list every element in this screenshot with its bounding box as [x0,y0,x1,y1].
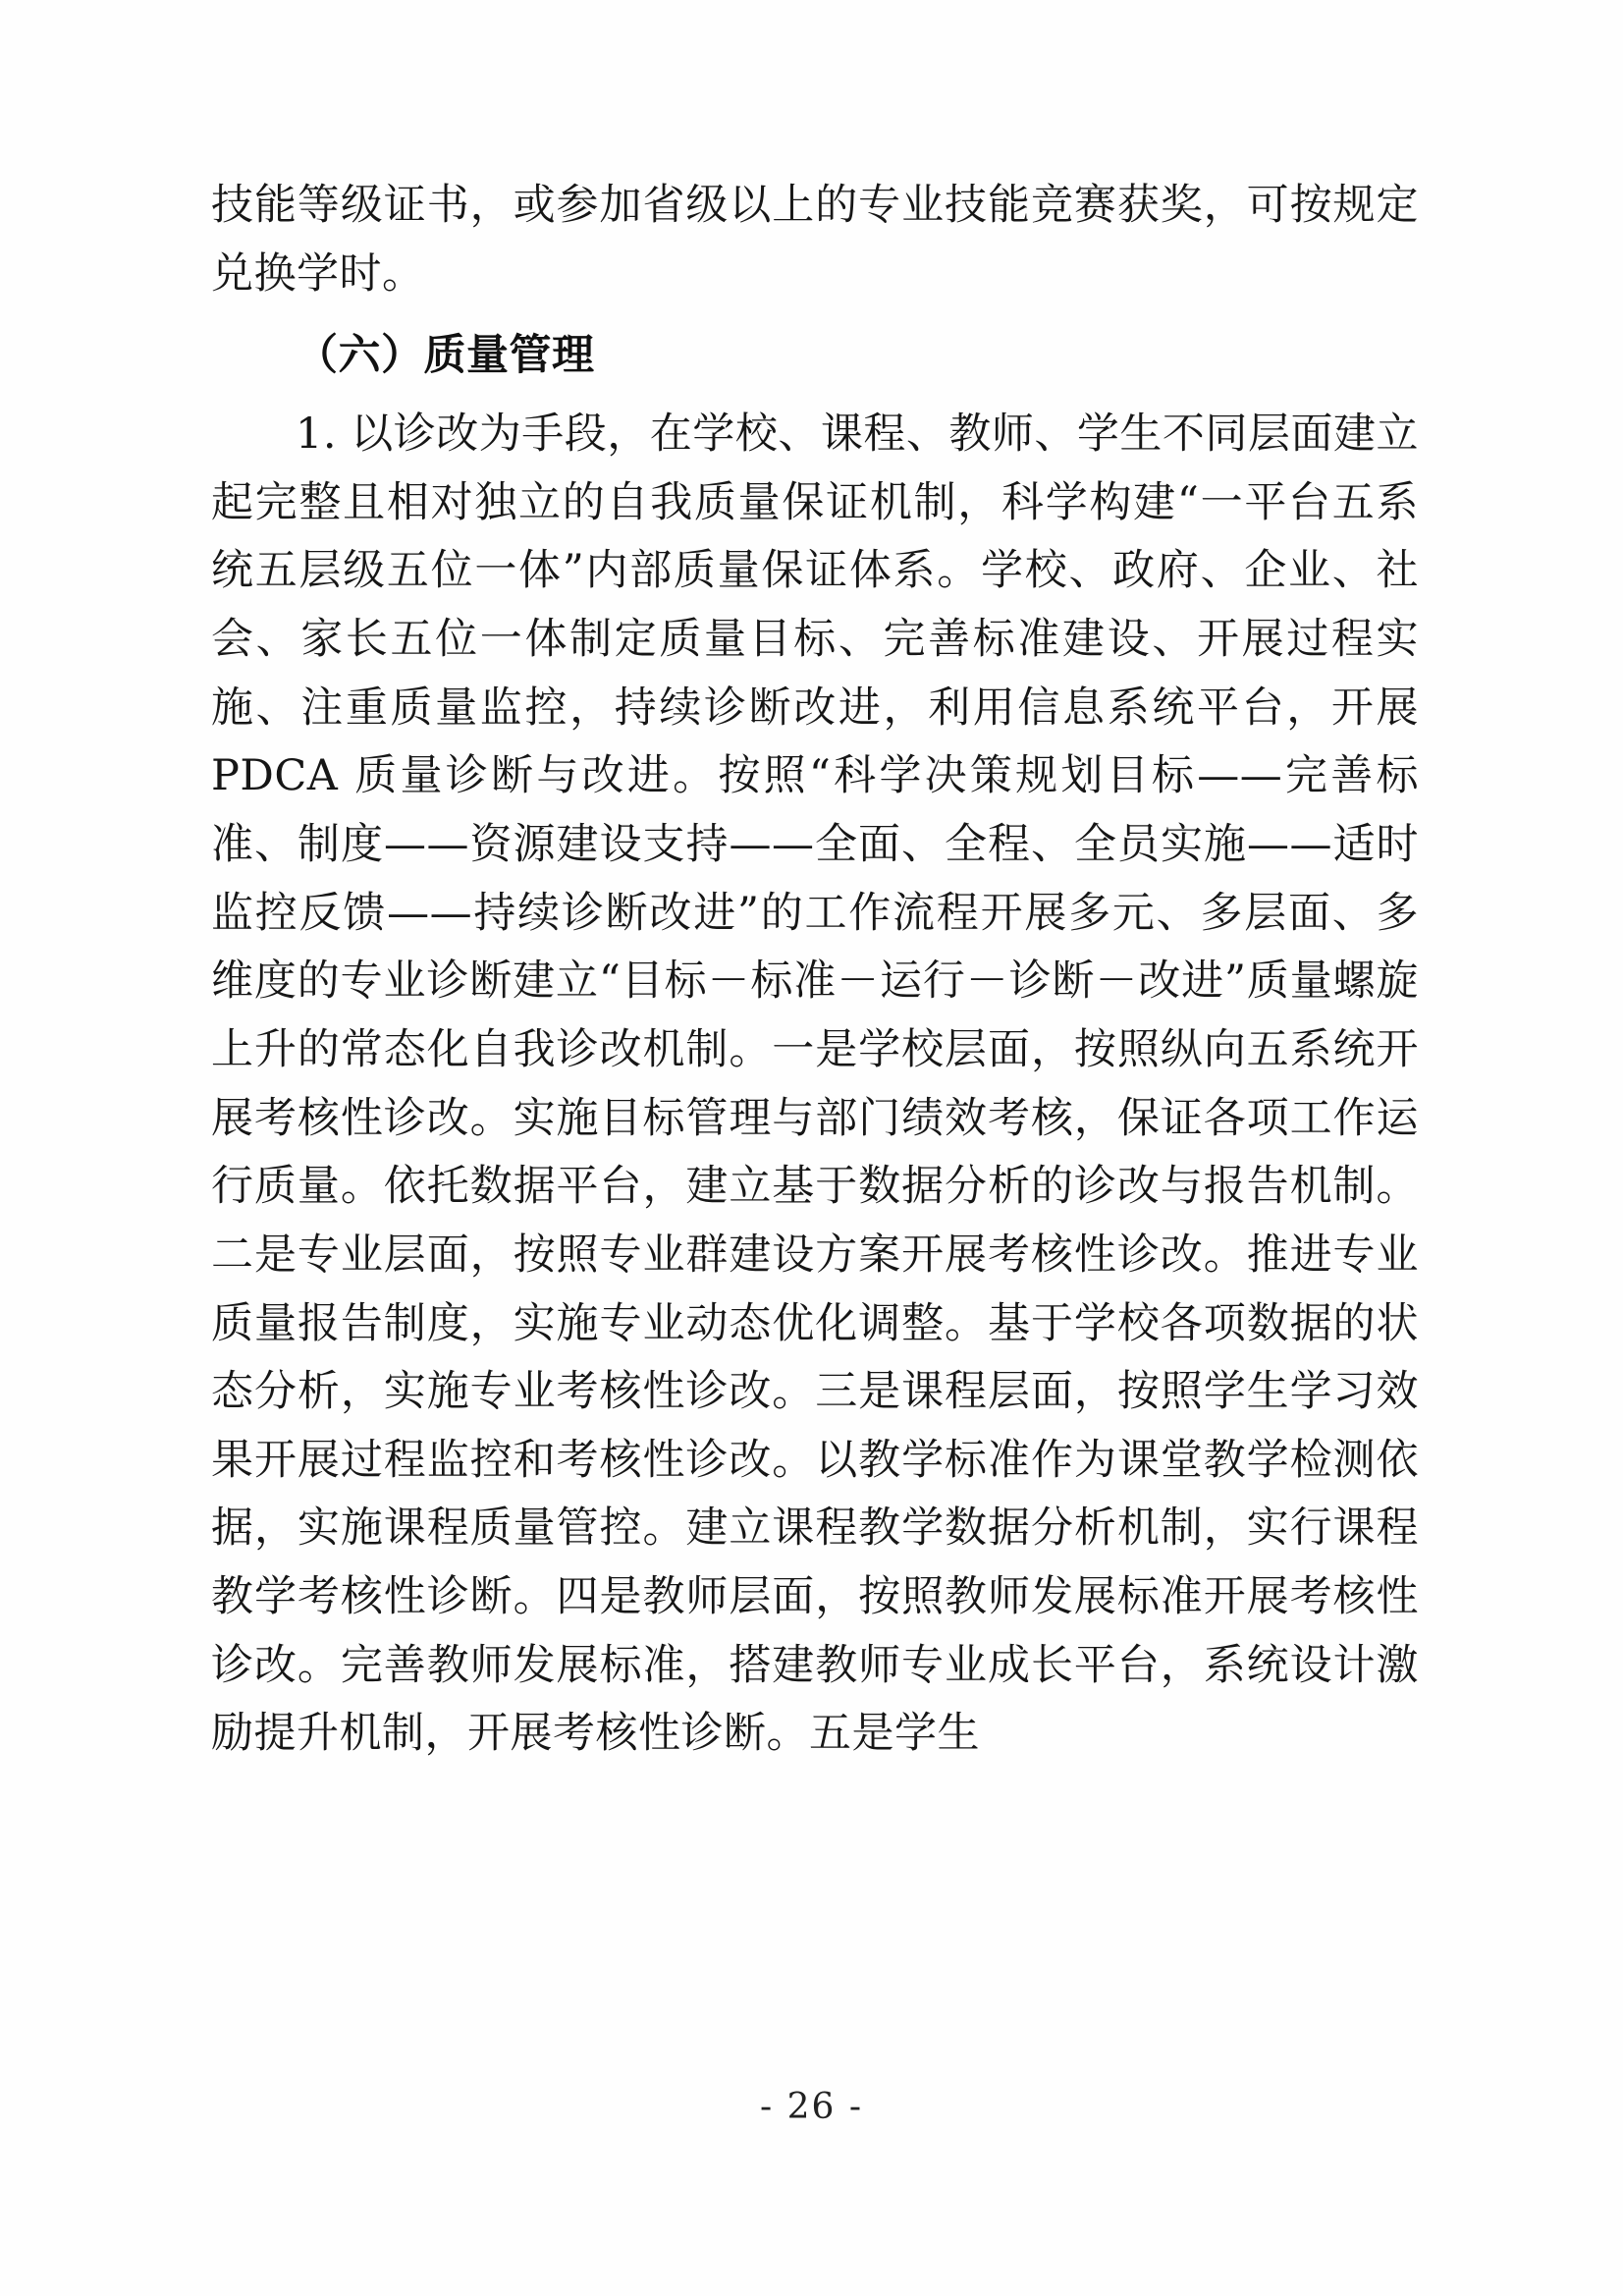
page-content [211,172,1419,1769]
page-footer [0,2087,1623,2127]
paragraph-item-1: 1. 以诊改为手段，在学校、课程、教师、学生不同层面建立起完整且相对独立的自我质量保证机制，科学构建“一平台五系统五层级五位一体”内部质量保证体系。学校、政府、企业、社会、家长五位一体制定质量目标、完善标准建设、开展过程实施、注重质量监控，持续诊断改进，利用信息系统平台，开展 PDCA 质量诊断与改进。按照“科学决策规划目标——完善标准、制度——资源建设支持——全面、全程、全员实施——适时监控反馈——持续诊断改进”的工作流程开展多元、多层面、多维度的专业诊断建立“目标－标准－运行－诊断－改进”质量螺旋上升的常态化自我诊改机制。一是学校层面，按照纵向五系统开展考核性诊改。实施目标管理与部门绩效考核，保证各项工作运行质量。依托数据平台，建立基于数据分析的诊改与报告机制。二是专业层面，按照专业群建设方案开展考核性诊改。推进专业质量报告制度，实施专业动态优化调整。基于学校各项数据的状态分析，实施专业考核性诊改。三是课程层面，按照学生学习效果开展过程监控和考核性诊改。以教学标准作为课堂教学检测依据，实施课程质量管控。建立课程教学数据分析机制，实行课程教学考核性诊断。四是教师层面，按照教师发展标准开展考核性诊改。完善教师发展标准，搭建教师专业成长平台，系统设计激励提升机制，开展考核性诊断。五是学生 [211,409,1419,1759]
section-heading-quality-management: （六）质量管理 [296,331,595,381]
paragraph-continued: 技能等级证书，或参加省级以上的专业技能竞赛获奖，可按规定兑换学时。 [211,181,1419,299]
page-number: - 26 - [759,2087,864,2127]
